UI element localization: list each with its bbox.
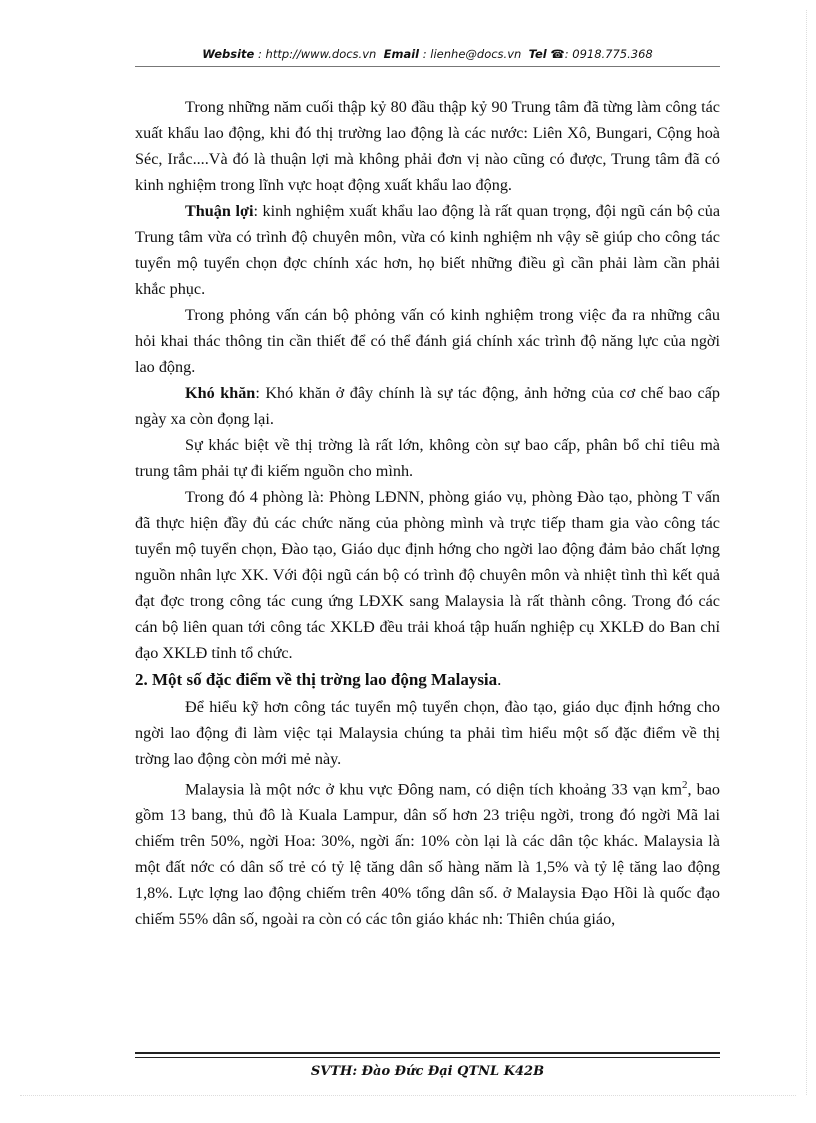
paragraph-5: Sự khác biệt về thị trờng là rất lớn, không còn sự bao cấp, phân bổ chỉ tiêu mà trung tâm phải tự đi kiếm nguồn cho mình. bbox=[135, 436, 720, 480]
paragraph-8-text-b: , bao gồm 13 bang, thủ đô là Kuala Lampur, dân số hơn 23 triệu ngời, trong đó ngời Mã lai chiếm trên 50%, ngời Hoa: 30%, ngời ấn: 10% còn lại là các dân tộc khác. Malaysia là một đất nớc có dân số trẻ có tỷ lệ tăng dân số hàng năm là 1,5% và tỷ lệ tăng lao động 1,8%. Lực lợng lao động chiếm trên 40% tổng dân số. ở Malaysia Đạo Hồi là quốc đạo chiếm 55% dân số, ngoài ra còn có các tôn giáo khác nh: Thiên chúa giáo, bbox=[135, 780, 721, 929]
paragraph-4-text: : Khó khăn ở đây chính là sự tác động, ảnh hởng của cơ chế bao cấp ngày xa còn đọng lại. bbox=[135, 384, 720, 428]
paragraph-7: Để hiểu kỹ hơn công tác tuyển mộ tuyển chọn, đào tạo, giáo dục định hớng cho ngời lao động đi làm việc tại Malaysia chúng ta phải tìm hiểu một số đặc điểm về thị trờng lao động còn mới mẻ này. bbox=[135, 698, 720, 768]
page-edge-bottom bbox=[20, 1095, 796, 1096]
paragraph-8 bbox=[135, 772, 720, 932]
superscript-2: 2 bbox=[681, 779, 688, 791]
advantages-label: Thuận lợi bbox=[185, 202, 254, 220]
document-body bbox=[135, 94, 720, 932]
footer-divider-thin bbox=[135, 1057, 720, 1058]
paragraph-1: Trong những năm cuối thập kỷ 80 đầu thập kỷ 90 Trung tâm đã từng làm công tác xuất khẩu lao động, khi đó thị trường lao động là các nước: Liên Xô, Bungari, Cộng hoà Séc, Irắc....Và đó là thuận lợi mà không phải đơn vị nào cũng có được, Trung tâm đã có kinh nghiệm trong lĩnh vực hoạt động xuất khẩu lao động. bbox=[135, 98, 720, 194]
website-label: Website bbox=[202, 47, 255, 61]
email-label: Email bbox=[383, 47, 420, 61]
phone-icon: ☎ bbox=[550, 47, 565, 61]
page-edge-right bbox=[806, 10, 807, 1095]
paragraph-8-text-a: Malaysia là một nớc ở khu vực Đông nam, có diện tích khoảng 33 vạn km bbox=[185, 780, 682, 799]
difficulties-label: Khó khăn bbox=[185, 384, 256, 402]
tel-number: : 0918.775.368 bbox=[564, 47, 653, 61]
header-divider bbox=[135, 66, 720, 67]
page-footer: SVTH: Đào Đức Đại QTNL K42B bbox=[310, 1064, 545, 1079]
paragraph-6: Trong đó 4 phòng là: Phòng LĐNN, phòng giáo vụ, phòng Đào tạo, phòng T vấn đã thực hiện đầy đủ các chức năng của phòng mình và trực tiếp tham gia vào công tác tuyển mộ tuyển chọn, Đào tạo, Giáo dục định hớng cho ngời lao động đảm bảo chất lợng nguồn nhân lực XK. Với đội ngũ cán bộ có trình độ chuyên môn và nhiệt tình thì kết quả đạt đợc trong công tác cung ứng LĐXK sang Malaysia là rất thành công. Trong đó các cán bộ liên quan tới công tác XKLĐ đều trải khoá tập huấn nghiệp cụ XKLĐ do Ban chỉ đạo XKLĐ tỉnh tổ chức. bbox=[135, 488, 720, 662]
page-header bbox=[135, 47, 720, 61]
footer-divider-thick bbox=[135, 1052, 720, 1054]
email-address: : lienhe@docs.vn bbox=[422, 47, 522, 61]
paragraph-2-text: : kinh nghiệm xuất khẩu lao động là rất quan trọng, đội ngũ cán bộ của Trung tâm vừa có trình độ chuyên môn, vừa có kinh nghiệm nh vậy sẽ giúp cho công tác tuyển mộ tuyển chọn đợc chính xác hơn, họ biết những điều gì cần phải làm cần phải khắc phục. bbox=[135, 202, 721, 298]
section-heading bbox=[135, 666, 720, 694]
section-heading-text: 2. Một số đặc điểm về thị trờng lao động Malaysia bbox=[135, 670, 498, 689]
tel-label: Tel bbox=[528, 47, 547, 61]
paragraph-2 bbox=[135, 198, 720, 302]
website-url: : http://www.docs.vn bbox=[258, 47, 377, 61]
paragraph-3: Trong phỏng vấn cán bộ phỏng vấn có kinh nghiệm trong việc đa ra những câu hỏi khai thác thông tin cần thiết để có thể đánh giá chính xác trình độ năng lực của ngời lao động. bbox=[135, 306, 720, 376]
paragraph-4 bbox=[135, 380, 720, 432]
section-heading-end: . bbox=[497, 670, 502, 689]
